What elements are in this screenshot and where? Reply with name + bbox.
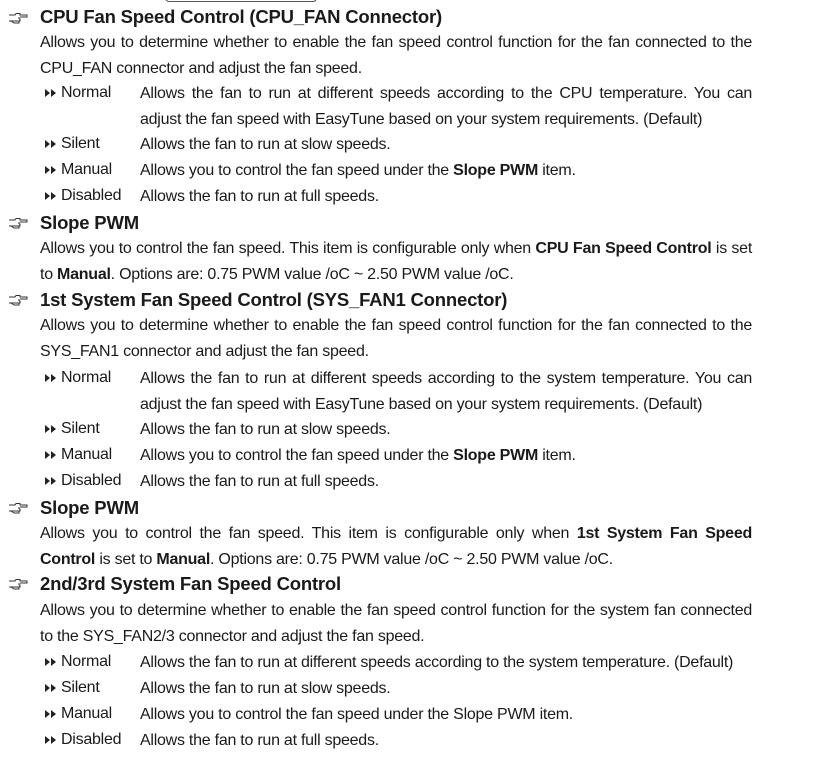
pointing-hand-icon: [8, 294, 28, 306]
option-name: Normal: [44, 653, 111, 672]
section-title: Slope PWM: [40, 212, 139, 233]
double-arrow-icon: [44, 706, 58, 724]
double-arrow-icon: [44, 85, 58, 103]
option-name: Normal: [44, 84, 111, 103]
pointing-hand-icon: [8, 502, 28, 514]
double-arrow-icon: [44, 473, 58, 491]
double-arrow-icon: [44, 370, 58, 388]
option-name: Disabled: [44, 187, 121, 206]
double-arrow-icon: [44, 188, 58, 206]
section-title: Slope PWM: [40, 497, 139, 518]
double-arrow-icon: [44, 654, 58, 672]
option-name: Disabled: [44, 472, 121, 491]
option-name: Manual: [44, 705, 112, 724]
option-description: Allows the fan to run at full speeds.: [140, 188, 379, 205]
double-arrow-icon: [44, 447, 58, 465]
option-description: Allows the fan to run at full speeds.: [140, 473, 379, 490]
option-description: Allows the fan to run at slow speeds.: [140, 136, 391, 153]
option-description: Allows the fan to run at different speeds according to the system temperature. (Default): [140, 654, 734, 671]
section-description: Allows you to control the fan speed. This item is configurable only when CPU Fan Speed Control is set to Manual. Options are: 0.75 PWM value /oC ~ 2.50 PWM value /oC.: [40, 240, 753, 283]
option-name: Normal: [44, 369, 111, 388]
pointing-hand-icon: [8, 578, 28, 590]
double-arrow-icon: [44, 680, 58, 698]
section-description: Allows you to determine whether to enable the fan speed control function for the system fan connected to the SYS_FAN2/3 connector and adjust the fan speed.: [40, 602, 752, 645]
double-arrow-icon: [44, 732, 58, 750]
option-description: Allows you to control the fan speed under the Slope PWM item.: [140, 706, 573, 723]
option-name: Silent: [44, 420, 100, 439]
double-arrow-icon: [44, 162, 58, 180]
section-title: CPU Fan Speed Control (CPU_FAN Connector): [40, 6, 442, 27]
pointing-hand-icon: [8, 217, 28, 229]
section-title: 2nd/3rd System Fan Speed Control: [40, 573, 341, 594]
double-arrow-icon: [44, 421, 58, 439]
double-arrow-icon: [44, 136, 58, 154]
option-name: Silent: [44, 135, 100, 154]
option-description: Allows the fan to run at different speeds according to the CPU temperature. You can adjust the fan speed with EasyTune based on your system requirements. (Default): [140, 85, 752, 128]
section-title: 1st System Fan Speed Control (SYS_FAN1 Connector): [40, 289, 508, 310]
section-description: Allows you to control the fan speed. This item is configurable only when 1st System Fan Speed Control is set to Manual. Options are: 0.75 PWM value /oC ~ 2.50 PWM value /oC.: [40, 525, 753, 568]
option-description: Allows you to control the fan speed under the Slope PWM item.: [140, 162, 576, 179]
option-description: Allows you to control the fan speed under the Slope PWM item.: [140, 447, 576, 464]
section-description: Allows you to determine whether to enable the fan speed control function for the fan connected to the CPU_FAN connector and adjust the fan speed.: [40, 34, 752, 77]
option-name: Silent: [44, 679, 100, 698]
cropped-previous-heading: [165, 0, 317, 2]
option-description: Allows the fan to run at slow speeds.: [140, 680, 391, 697]
option-name: Manual: [44, 161, 112, 180]
pointing-hand-icon: [8, 12, 28, 24]
option-description: Allows the fan to run at different speeds according to the system temperature. You can adjust the fan speed with EasyTune based on your system requirements. (Default): [140, 370, 752, 413]
option-name: Manual: [44, 446, 112, 465]
section-description: Allows you to determine whether to enable the fan speed control function for the fan connected to the SYS_FAN1 connector and adjust the fan speed.: [40, 317, 752, 360]
option-description: Allows the fan to run at slow speeds.: [140, 421, 391, 438]
option-name: Disabled: [44, 731, 121, 750]
option-description: Allows the fan to run at full speeds.: [140, 732, 379, 749]
